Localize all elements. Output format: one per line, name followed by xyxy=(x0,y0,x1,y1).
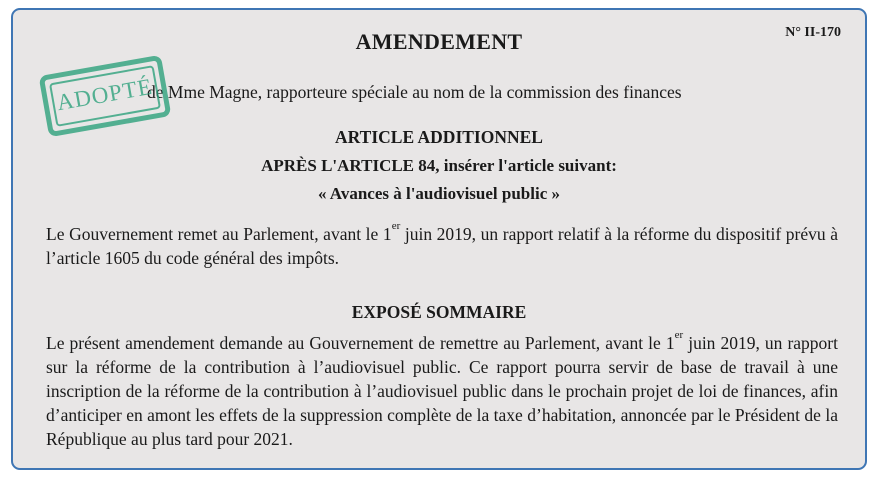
insertion-line: APRÈS L'ARTICLE 84, insérer l'article suivant: xyxy=(261,156,617,175)
summary-body-text-start: Le présent amendement demande au Gouvernement de remettre au Parlement, avant le 1 xyxy=(46,333,675,353)
amendment-number: N° II-170 xyxy=(785,25,841,40)
amendment-card xyxy=(11,8,867,470)
summary-heading: EXPOSÉ SOMMAIRE xyxy=(351,302,527,322)
article-title: « Avances à l'audiovisuel public » xyxy=(318,184,560,203)
article-body-text-start: Le Gouvernement remet au Parlement, avant le 1 xyxy=(46,224,392,244)
article-body-text-end: juin 2019, un rapport relatif à la réforme du dispositif prévu à l’article 1605 du code général des impôts. xyxy=(46,224,839,268)
article-body xyxy=(46,222,838,270)
summary-body xyxy=(46,331,838,451)
amendment-author: de Mme Magne, rapporteure spéciale au nom de la commission des finances xyxy=(147,82,682,102)
document-title: AMENDEMENT xyxy=(355,29,523,54)
stamp-label: ADOPTÉ xyxy=(54,73,155,116)
article-heading: ARTICLE ADDITIONNEL xyxy=(335,127,543,147)
article-body-superscript: er xyxy=(391,220,401,233)
adopted-stamp xyxy=(39,55,172,138)
summary-body-superscript: er xyxy=(674,329,684,342)
summary-body-text-end: juin 2019, un rapport sur la réforme de la contribution à l’audiovisuel public. Ce rapport pourra servir de base de travail à une inscription de la réforme de la contribution à l’audiovisuel public dans le prochain projet de loi de finances, afin d’anticiper en amont les effets de la suppression complète de la taxe d’habitation, annoncée par le Président de la République au plus tard pour 2021. xyxy=(46,333,838,449)
